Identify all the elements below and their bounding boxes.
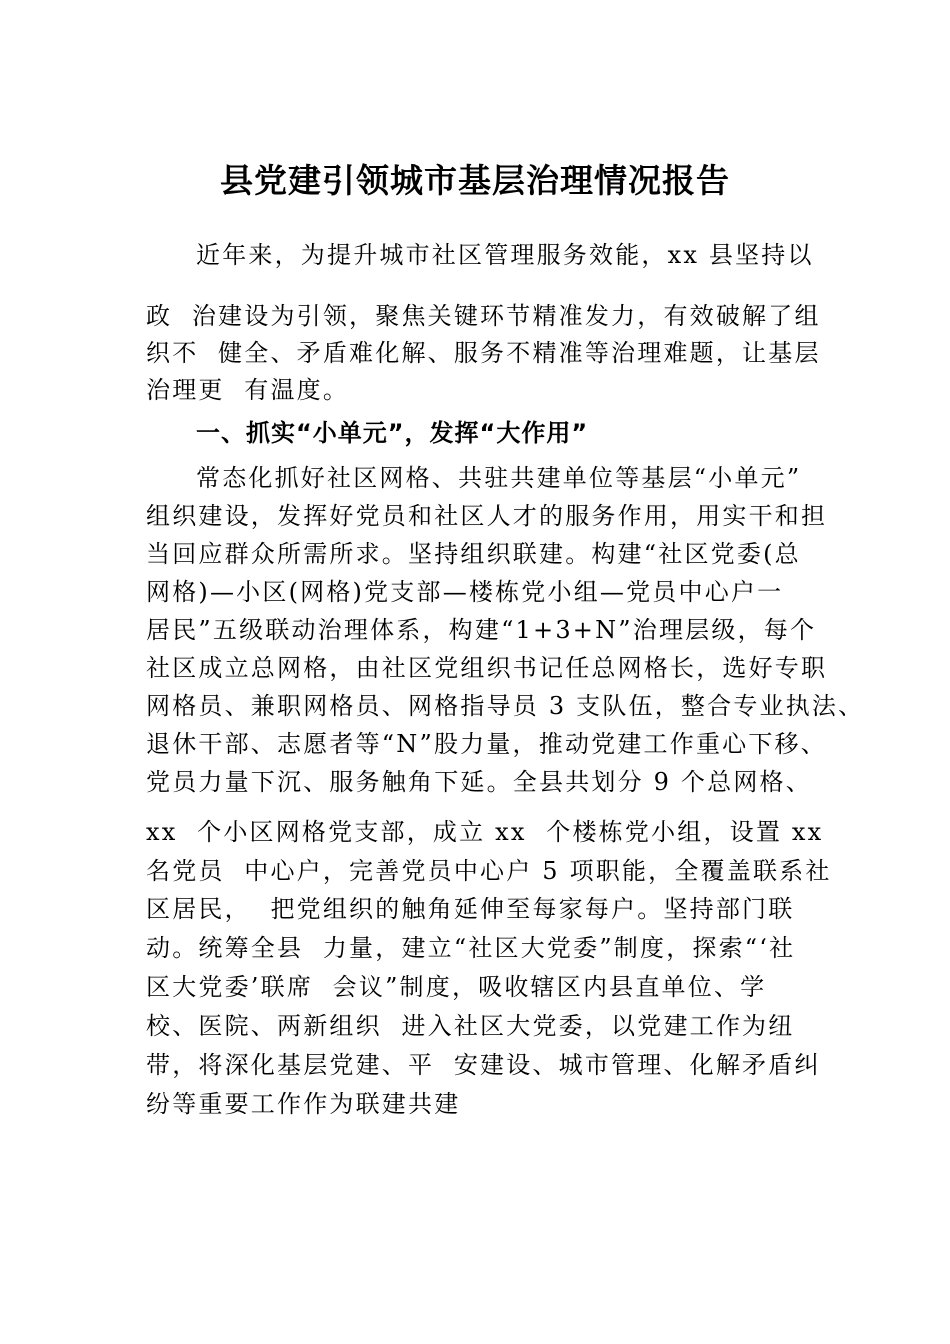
paragraph-2-line-15: 校、医院、两新组织 进入社区大党委，以党建工作为纽 xyxy=(146,1012,795,1040)
paragraph-2-line-16: 带，将深化基层党建、平 安建设、城市管理、化解矛盾纠 xyxy=(146,1051,821,1079)
paragraph-2-line-9: 党员力量下沉、服务触角下延。全县共划分 9 个总网格、 xyxy=(146,768,812,796)
paragraph-2-line-7: 网格员、兼职网格员、网格指导员 3 支队伍，整合专业执法、 xyxy=(146,692,865,720)
paragraph-2-line-2: 组织建设，发挥好党员和社区人才的服务作用，用实干和担 xyxy=(146,502,828,530)
paragraph-1-line-1: 近年来，为提升城市社区管理服务效能，xx 县坚持以 xyxy=(196,241,814,269)
paragraph-2-line-4: 网格)—小区(网格)党支部—楼栋党小组—党员中心户一 xyxy=(146,578,784,606)
paragraph-2-line-17: 纷等重要工作作为联建共建 xyxy=(146,1090,461,1118)
paragraph-2-line-8: 退休干部、志愿者等“N”股力量，推动党建工作重心下移、 xyxy=(146,730,827,758)
paragraph-2-line-11: 名党员 中心户，完善党员中心户 5 项职能，全覆盖联系社 xyxy=(146,857,832,885)
paragraph-2-line-6: 社区成立总网格，由社区党组织书记任总网格长，选好专职 xyxy=(146,654,828,682)
paragraph-1-line-2: 政 治建设为引领，聚焦关键环节精准发力，有效破解了组 xyxy=(146,302,821,330)
paragraph-1-line-4: 治理更 有温度。 xyxy=(146,376,350,404)
section-1-heading: 一、抓实“小单元”，发挥“大作用” xyxy=(196,419,589,447)
paragraph-1-line-3: 织不 健全、矛盾难化解、服务不精准等治理难题，让基层 xyxy=(146,339,821,367)
paragraph-2-line-3: 当回应群众所需所求。坚持组织联建。构建“社区党委(总 xyxy=(146,540,801,568)
paragraph-2-line-12: 区居民， 把党组织的触角延伸至每家每户。坚持部门联 xyxy=(146,895,795,923)
paragraph-2-line-5: 居民”五级联动治理体系，构建“1+3+N”治理层级，每个 xyxy=(146,616,817,644)
paragraph-2-line-13: 动。统筹全县 力量，建立“社区大党委”制度，探索“‘社 xyxy=(146,934,796,962)
paragraph-2-line-10: xx 个小区网格党支部，成立 xx 个楼栋党小组，设置 xx xyxy=(146,818,824,846)
paragraph-2-line-14: 区大党委’联席 会议”制度，吸收辖区内县直单位、学 xyxy=(146,973,767,1001)
document-title: 县党建引领城市基层治理情况报告 xyxy=(220,161,730,200)
paragraph-2-line-1: 常态化抓好社区网格、共驻共建单位等基层“小单元” xyxy=(196,464,802,492)
